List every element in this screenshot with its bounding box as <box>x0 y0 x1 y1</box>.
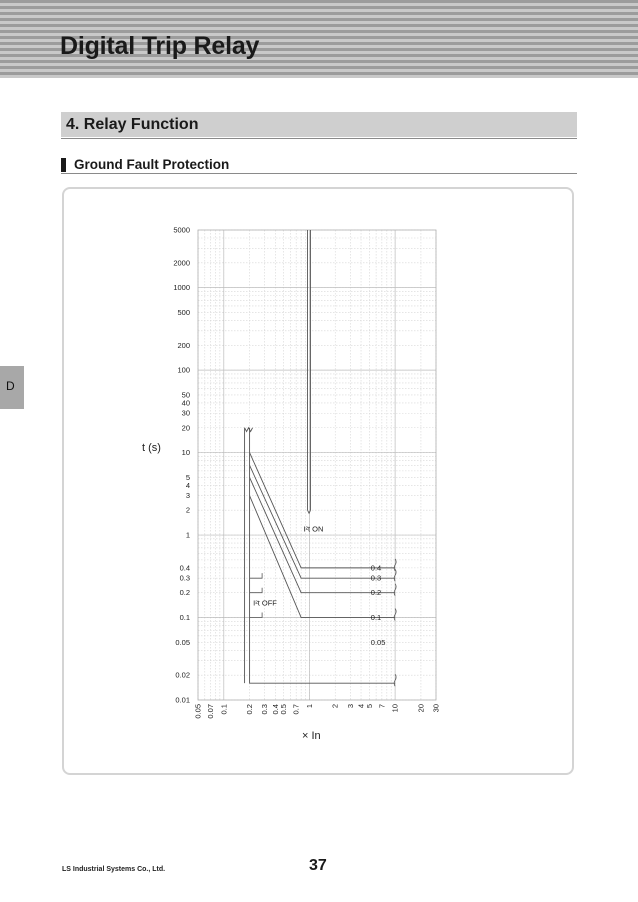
x-tick-label: 0.1 <box>219 704 229 715</box>
y-tick-label: 5 <box>185 472 190 482</box>
y-tick-label: 0.05 <box>175 637 190 647</box>
y-tick-label: 0.3 <box>179 573 190 583</box>
subsection-title: Ground Fault Protection <box>74 157 230 172</box>
annotation-i2t-off: I²t OFF <box>253 598 277 608</box>
y-tick-label: 5000 <box>173 225 190 235</box>
y-tick-label: 2000 <box>173 258 190 268</box>
x-tick-label: 0.3 <box>260 704 270 715</box>
y-tick-label: 40 <box>181 398 190 408</box>
time-setting-label: 0.4 <box>370 563 382 573</box>
x-tick-label: 3 <box>345 704 355 709</box>
y-tick-label: 0.4 <box>179 563 190 573</box>
y-tick-label: 3 <box>185 491 190 501</box>
x-tick-label: 0.5 <box>279 704 289 715</box>
x-tick-label: 0.4 <box>270 704 280 715</box>
long-time-line-end <box>308 510 311 513</box>
y-axis-label: t (s) <box>142 442 161 454</box>
section-title: 4. Relay Function <box>66 116 199 133</box>
i2t-off-step-2 <box>250 613 263 618</box>
y-tick-label: 20 <box>181 423 190 433</box>
y-tick-label: 1 <box>185 530 190 540</box>
x-tick-label: 1 <box>304 704 314 709</box>
x-tick-label: 4 <box>356 704 366 709</box>
y-tick-label: 4 <box>185 480 190 490</box>
time-setting-label: 0.05 <box>370 637 386 647</box>
x-tick-label: 2 <box>330 704 340 709</box>
x-tick-label: 10 <box>390 704 400 713</box>
y-tick-label: 100 <box>177 365 190 375</box>
x-tick-label: 7 <box>377 704 387 709</box>
y-tick-label: 0.02 <box>175 670 190 680</box>
time-setting-label: 0.2 <box>370 588 382 598</box>
x-tick-label: 0.07 <box>206 704 216 719</box>
trip-curve-1 <box>250 465 396 578</box>
annotation-i2t-on: I²t ON <box>303 524 324 534</box>
y-tick-label: 0.1 <box>179 613 190 623</box>
x-axis-label: × In <box>302 730 321 742</box>
x-tick-label: 0.2 <box>245 704 255 715</box>
time-setting-label: 0.1 <box>370 613 382 623</box>
x-tick-label: 5 <box>364 704 374 709</box>
i2t-off-step-1 <box>250 588 263 593</box>
y-tick-label: 500 <box>177 307 190 317</box>
x-tick-label: 30 <box>431 704 441 713</box>
y-tick-label: 200 <box>177 340 190 350</box>
x-tick-label: 20 <box>416 704 426 713</box>
band-top-cap <box>245 428 253 432</box>
i2t-off-step-0 <box>250 573 263 578</box>
y-tick-label: 1000 <box>173 283 190 293</box>
footer-company: LS Industrial Systems Co., Ltd. <box>62 866 166 873</box>
y-tick-label: 0.2 <box>179 588 190 598</box>
time-setting-label: 0.3 <box>370 573 382 583</box>
x-tick-label: 0.7 <box>291 704 301 715</box>
chapter-tab-label: D <box>6 379 15 393</box>
y-tick-label: 30 <box>181 408 190 418</box>
page-number: 37 <box>309 857 327 874</box>
page-title: Digital Trip Relay <box>60 32 260 60</box>
y-tick-label: 10 <box>181 448 190 458</box>
y-tick-label: 2 <box>185 505 190 515</box>
x-tick-label: 0.05 <box>193 704 203 719</box>
y-tick-label: 50 <box>181 390 190 400</box>
y-tick-label: 0.01 <box>175 695 190 705</box>
